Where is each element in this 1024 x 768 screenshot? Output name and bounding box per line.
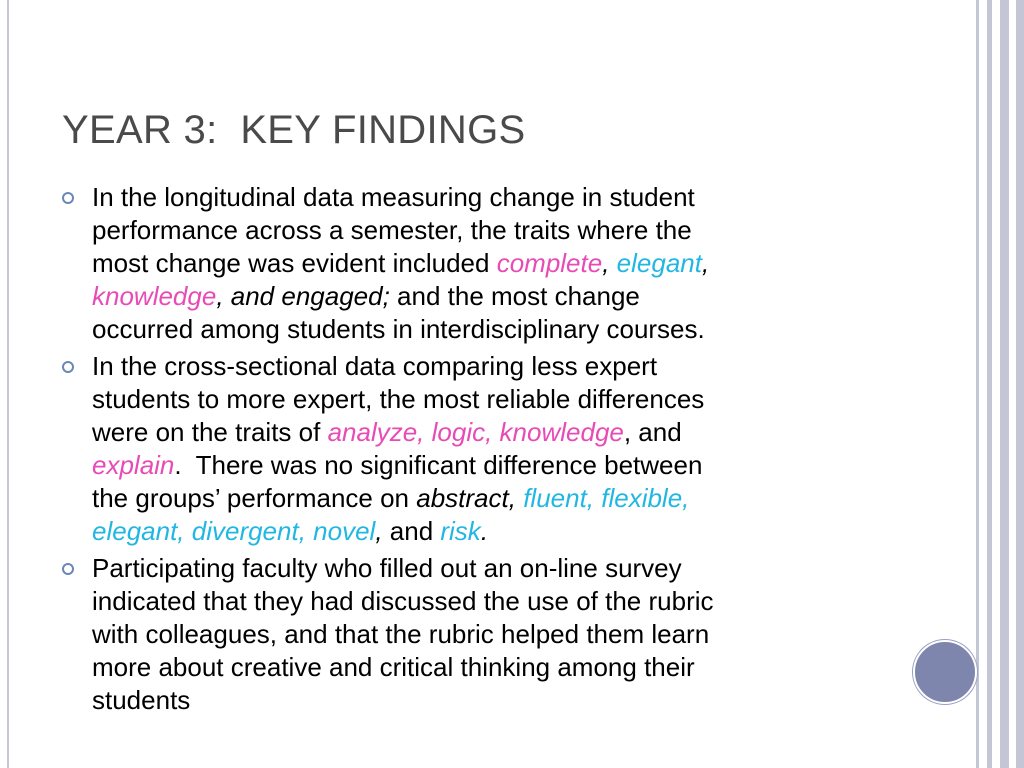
- text-line: indicated that they had discussed the use of the rubric: [92, 586, 714, 616]
- text-run: most change was evident included: [92, 248, 497, 278]
- left-frame-line: [7, 0, 9, 768]
- text-line: more about creative and critical thinking among their: [92, 652, 695, 682]
- right-frame-stripe: [1000, 0, 1009, 768]
- bullet-circle-icon: [62, 361, 74, 373]
- trait-abstract: abstract,: [416, 483, 516, 513]
- text-run: ,: [602, 248, 617, 278]
- slide-title: YEAR 3: KEY FINDINGS: [62, 108, 526, 152]
- text-run: were on the traits of: [92, 417, 328, 447]
- right-frame-stripe: [1016, 0, 1024, 768]
- text-run: ,: [375, 516, 383, 546]
- trait-explain: explain: [92, 450, 175, 480]
- decorative-circle: [913, 640, 977, 704]
- bullet-faculty-survey: [62, 552, 892, 717]
- text-line: students: [92, 685, 191, 715]
- text-line: Participating faculty who filled out an on-line survey: [92, 553, 682, 583]
- text-line: [92, 482, 892, 515]
- traits-analyze-logic-knowledge: analyze, logic, knowledge: [327, 417, 624, 447]
- text-line: [92, 416, 892, 449]
- bullet-longitudinal: [62, 181, 892, 346]
- text-run: and: [382, 516, 441, 546]
- text-run: , and: [216, 281, 282, 311]
- trait-knowledge: knowledge: [92, 281, 217, 311]
- right-frame-stripe: [987, 0, 992, 768]
- text-run: the groups’ performance on: [92, 483, 417, 513]
- trait-engaged: engaged;: [281, 281, 390, 311]
- text-run: .: [480, 516, 489, 546]
- text-run: ,: [701, 248, 710, 278]
- trait-complete: complete: [496, 248, 603, 278]
- text-line: [92, 280, 892, 313]
- bullet-list: [62, 181, 892, 721]
- text-line: students to more expert, the most reliable differences: [92, 384, 705, 414]
- text-run: , and: [623, 417, 682, 447]
- trait-elegant: elegant: [616, 248, 702, 278]
- traits-fluent-flexible: fluent, flexible,: [523, 483, 690, 513]
- bullet-circle-icon: [62, 563, 74, 575]
- text-line: occurred among students in interdisciplinary courses.: [92, 314, 705, 344]
- text-line: performance across a semester, the traits where the: [92, 215, 692, 245]
- trait-risk: risk: [440, 516, 481, 546]
- text-run: . There was no significant difference between: [174, 450, 703, 480]
- text-line: [92, 449, 892, 482]
- bullet-circle-icon: [62, 192, 74, 204]
- text-line: [92, 515, 892, 548]
- text-run: and the most change: [389, 281, 640, 311]
- right-frame-stripe: [976, 0, 979, 768]
- text-line: In the longitudinal data measuring change in student: [92, 182, 695, 212]
- text-line: In the cross-sectional data comparing less expert: [92, 351, 658, 381]
- text-line: with colleagues, and that the rubric helped them learn: [92, 619, 710, 649]
- bullet-cross-sectional: [62, 350, 892, 548]
- traits-elegant-divergent-novel: elegant, divergent, novel: [92, 516, 376, 546]
- text-line: [92, 247, 892, 280]
